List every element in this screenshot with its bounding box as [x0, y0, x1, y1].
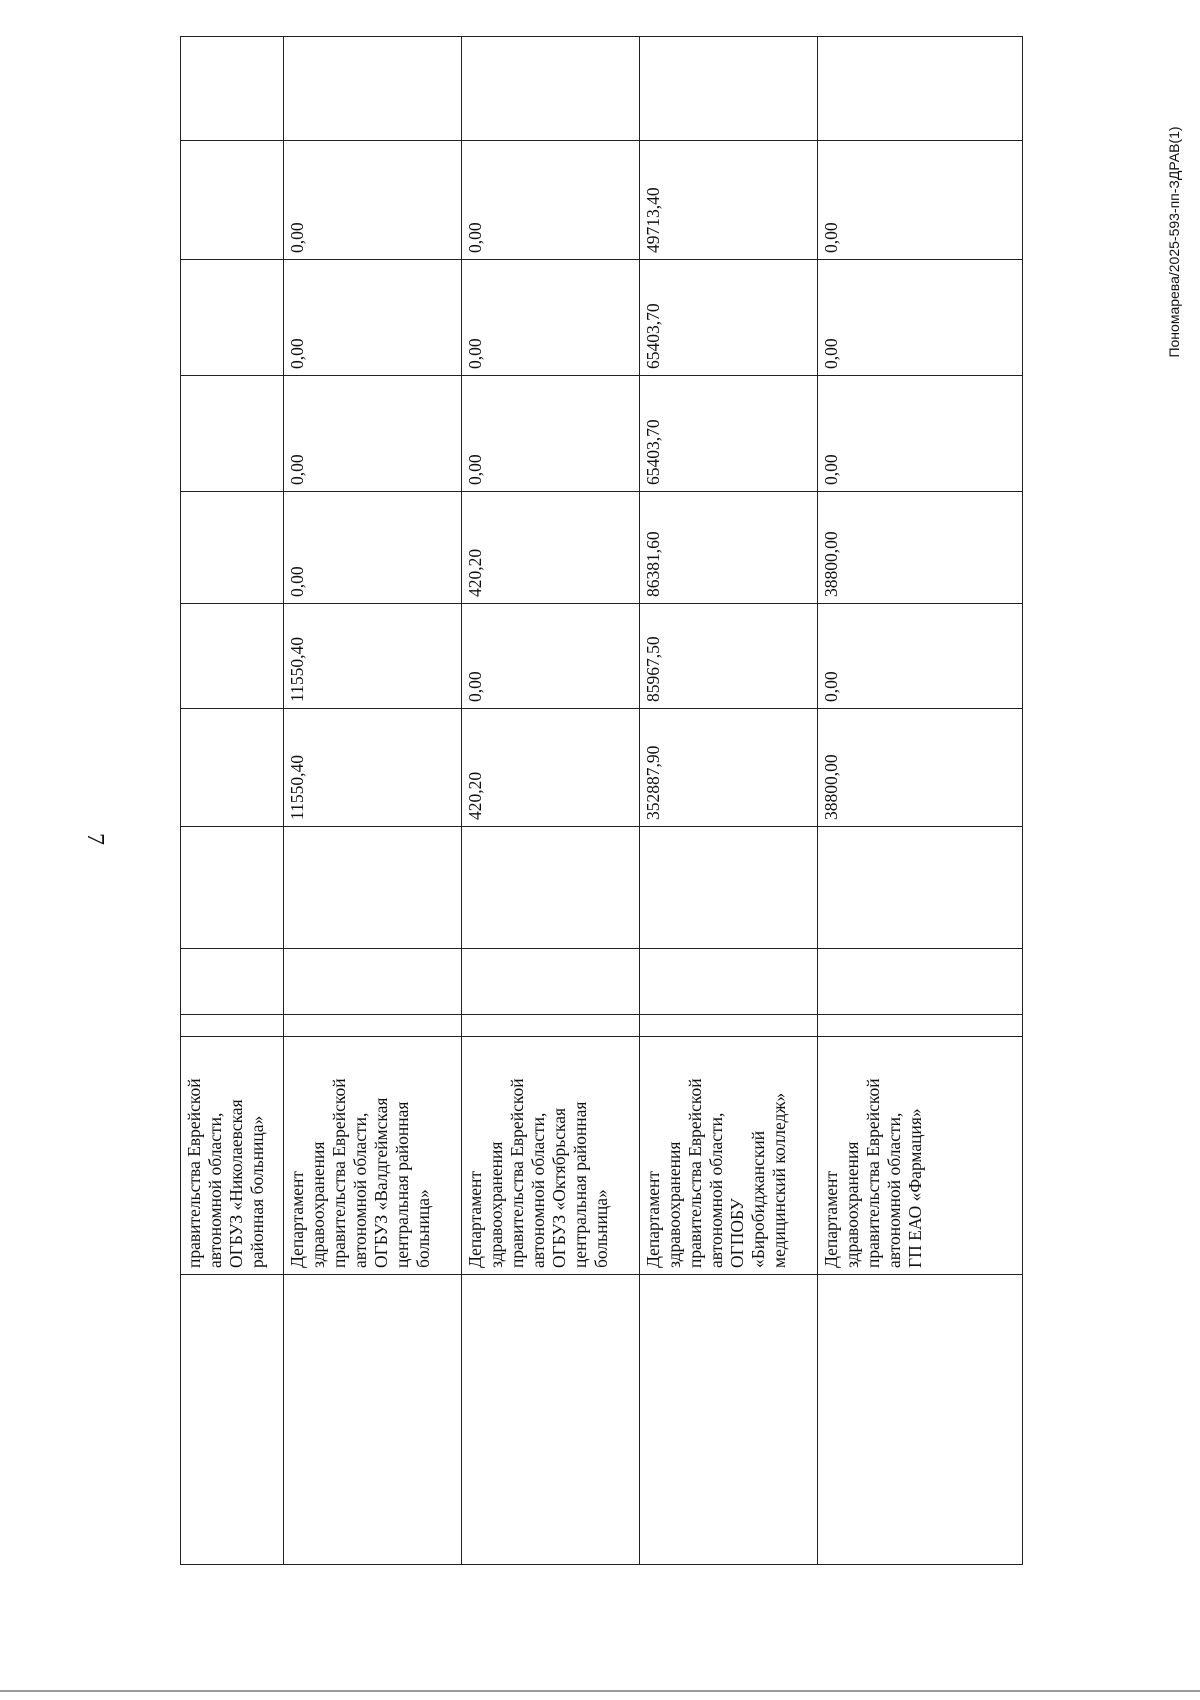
empty-cell — [181, 827, 284, 949]
empty-cell — [181, 1015, 284, 1037]
organization-line: правительства Еврейской — [184, 1078, 204, 1268]
document-reference: Пономарева/2025-593-пп-ЗДРАВ(1) — [1166, 126, 1182, 358]
empty-cell — [462, 827, 640, 949]
organization-cell — [640, 1037, 818, 1275]
amount-cell: 38800,00 — [818, 709, 1023, 827]
amount-cell: 38800,00 — [818, 492, 1023, 604]
empty-cell — [818, 1015, 1023, 1037]
row-number-cell — [818, 1275, 1023, 1565]
amount-cell — [640, 37, 818, 141]
organization-line: автономной области, — [205, 1112, 225, 1268]
organization-line: правительства Еврейской — [685, 1078, 705, 1268]
organization-line: ГП ЕАО «Фармация» — [905, 1108, 925, 1268]
organization-line: ОГПОБУ — [727, 1198, 747, 1268]
page-number: 7 — [82, 833, 108, 845]
funding-table-rotated — [180, 37, 1022, 1565]
organization-line: медицинский колледж» — [769, 1092, 789, 1268]
amount-cell: 0,00 — [462, 260, 640, 376]
empty-cell — [284, 827, 462, 949]
amount-cell: 0,00 — [284, 141, 462, 260]
row-number-cell — [284, 1275, 462, 1565]
organization-line: Департамент — [821, 1170, 841, 1268]
organization-line: правительства Еврейской — [329, 1078, 349, 1268]
empty-cell — [640, 1015, 818, 1037]
table-row — [284, 37, 462, 1565]
organization-line: здравоохранения — [842, 1141, 862, 1268]
amount-cell: 49713,40 — [640, 141, 818, 260]
amount-cell: 0,00 — [462, 604, 640, 709]
amount-cell: 0,00 — [284, 376, 462, 492]
empty-cell — [284, 1015, 462, 1037]
amount-cell — [181, 604, 284, 709]
amount-cell — [181, 141, 284, 260]
amount-cell — [181, 376, 284, 492]
amount-cell — [181, 492, 284, 604]
organization-line: автономной области, — [528, 1112, 548, 1268]
scan-edge-line — [0, 1690, 1200, 1692]
amount-cell: 0,00 — [462, 376, 640, 492]
organization-line: ОГБУЗ «Октябрьская — [549, 1107, 569, 1268]
amount-cell: 11550,40 — [284, 709, 462, 827]
amount-cell: 352887,90 — [640, 709, 818, 827]
organization-line: ОГБУЗ «Николаевская — [226, 1099, 246, 1268]
organization-line: здравоохранения — [664, 1141, 684, 1268]
organization-line: автономной области, — [706, 1112, 726, 1268]
organization-cell — [181, 1037, 284, 1275]
amount-cell — [818, 37, 1023, 141]
amount-cell: 0,00 — [284, 260, 462, 376]
organization-line: автономной области, — [884, 1112, 904, 1268]
amount-cell: 0,00 — [818, 376, 1023, 492]
amount-cell: 0,00 — [284, 492, 462, 604]
empty-cell — [462, 1015, 640, 1037]
amount-cell: 420,20 — [462, 709, 640, 827]
organization-line: больница» — [591, 1189, 611, 1268]
amount-cell — [181, 709, 284, 827]
amount-cell: 11550,40 — [284, 604, 462, 709]
organization-line: Департамент — [643, 1170, 663, 1268]
row-number-cell — [181, 1275, 284, 1565]
amount-cell: 420,20 — [462, 492, 640, 604]
amount-cell — [181, 260, 284, 376]
row-number-cell — [640, 1275, 818, 1565]
table-row — [818, 37, 1023, 1565]
amount-cell — [462, 37, 640, 141]
amount-cell — [181, 37, 284, 141]
organization-line: Департамент — [287, 1170, 307, 1268]
organization-line: Департамент — [465, 1170, 485, 1268]
amount-cell: 0,00 — [818, 260, 1023, 376]
organization-line: районная больница» — [247, 1115, 267, 1268]
empty-cell — [640, 827, 818, 949]
organization-cell — [462, 1037, 640, 1275]
empty-cell — [818, 827, 1023, 949]
empty-cell — [640, 949, 818, 1015]
table-row — [181, 37, 284, 1565]
organization-line: автономной области, — [350, 1112, 370, 1268]
organization-cell — [284, 1037, 462, 1275]
organization-line: ОГБУЗ «Валдгеймская — [371, 1097, 391, 1268]
organization-line: центральная районная — [392, 1101, 412, 1268]
empty-cell — [462, 949, 640, 1015]
organization-line: здравоохранения — [308, 1141, 328, 1268]
organization-line: здравоохранения — [486, 1141, 506, 1268]
empty-cell — [284, 949, 462, 1015]
table-row — [462, 37, 640, 1565]
amount-cell: 0,00 — [818, 604, 1023, 709]
empty-cell — [818, 949, 1023, 1015]
amount-cell: 85967,50 — [640, 604, 818, 709]
amount-cell: 0,00 — [462, 141, 640, 260]
amount-cell: 0,00 — [818, 141, 1023, 260]
empty-cell — [181, 949, 284, 1015]
amount-cell: 65403,70 — [640, 376, 818, 492]
row-number-cell — [462, 1275, 640, 1565]
organization-line: больница» — [413, 1189, 433, 1268]
organization-line: правительства Еврейской — [507, 1078, 527, 1268]
organization-line: центральная районная — [570, 1101, 590, 1268]
organization-cell — [818, 1037, 1023, 1275]
amount-cell: 65403,70 — [640, 260, 818, 376]
amount-cell — [284, 37, 462, 141]
amount-cell: 86381,60 — [640, 492, 818, 604]
organization-line: «Биробиджанский — [748, 1130, 768, 1268]
table-row — [640, 37, 818, 1565]
funding-table — [180, 36, 1023, 1565]
organization-line: правительства Еврейской — [863, 1078, 883, 1268]
